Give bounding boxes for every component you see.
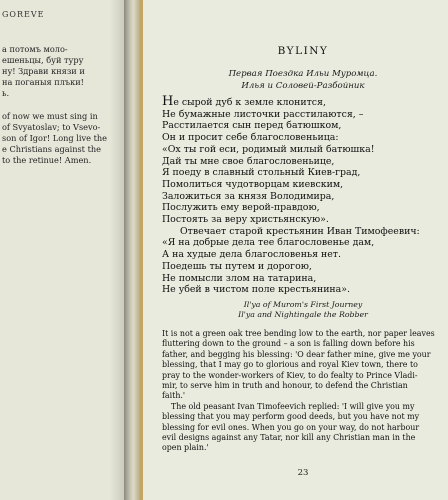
poem-line: «Я на добрые дела тее благословенье дам, — [162, 237, 375, 249]
poem-line: Не бумажные листочки расстилаются, – — [162, 108, 364, 120]
prose-line: faith.' — [162, 391, 186, 401]
russian-subtitle: Первая Поездка Ильи Муромца. — [228, 69, 378, 79]
poem-line: Послужить ему верой-правдою, — [162, 202, 320, 214]
book-gutter — [124, 0, 140, 500]
poem-line: Отвечает старой крестьянин Иван Тимофеевич: — [180, 225, 420, 237]
poem-line: Постоять за веру христьянскую». — [162, 214, 329, 226]
poem-line: Не помысли злом на татарина, — [162, 272, 317, 284]
left-line: на поганыя плъки! — [2, 77, 84, 87]
left-running-head: GOREVE — [2, 10, 45, 19]
page-number: 23 — [297, 468, 309, 478]
poem-line: Не сырой дуб к земле клонится, — [162, 94, 326, 109]
prose-line: blessing that you may perform good deeds, but you have not my — [162, 412, 420, 422]
english-subtitle: Il'ya of Murom's First Journey — [243, 300, 363, 309]
left-gap — [2, 99, 107, 111]
english-translation — [162, 329, 435, 454]
prose-line: fluttering down to the ground – a son is falling down before his — [162, 339, 415, 349]
poem-line: Дай ты мне свое благословеньице, — [162, 155, 335, 167]
poem-line: Заложиться за князя Володимира, — [162, 190, 335, 202]
prose-line: mir, to serve him in truth and honour, to defend the Christian — [162, 381, 408, 391]
poem-line: Помолиться чудотворцам киевским, — [162, 178, 344, 190]
prose-line: father, and begging his blessing: 'O dear father mine, give me your — [162, 349, 431, 359]
poem-line: Я поеду в славный стольный Киев-град, — [162, 167, 361, 179]
prose-line: blessing, that I may go to glorious and royal Kiev town, there to — [162, 360, 418, 370]
right-page — [143, 0, 448, 500]
left-line: e Christians against the — [2, 144, 101, 154]
poem-line: Он и просит себе благословеньица: — [162, 132, 339, 144]
prose-line: blessing for evil ones. When you go on your way, do not harbour — [162, 422, 420, 432]
english-subtitle: Il'ya and Nightingale the Robber — [238, 310, 368, 319]
poem-line: Поедешь ты путем и дорогою, — [162, 260, 312, 272]
prose-line: pray to the wonder-workers of Kiev, to do fealty to Prince Vladi- — [162, 370, 418, 380]
prose-line: evil designs against any Tatar, nor kill any Christian man in the — [162, 433, 416, 443]
left-line: а потомъ моло- — [2, 44, 68, 54]
poem-line: «Ох ты гой еси, родимый милый батюшка! — [162, 143, 375, 155]
left-page — [0, 0, 124, 500]
prose-line: The old peasant Ivan Timofeevich replied: 'I will give you my — [171, 401, 415, 411]
left-line: of now we must sing in — [2, 111, 98, 121]
left-page-shadow — [110, 0, 124, 500]
drop-cap: Н — [162, 94, 174, 109]
left-line: ешеньцы, буй туру — [2, 55, 84, 65]
russian-poem — [162, 96, 420, 296]
left-page-text — [2, 44, 107, 166]
section-title: BYLINY — [277, 45, 329, 57]
left-line: ь. — [2, 88, 10, 98]
left-line: ну! Здрави князи и — [2, 66, 85, 76]
left-line: to the retinue! Amen. — [2, 155, 92, 165]
russian-subtitle: Илья и Соловей-Разбойник — [241, 81, 365, 91]
left-line: of Svyatoslav; to Vsevo- — [2, 122, 101, 132]
poem-line: А на худые дела благословенья нет. — [162, 249, 341, 261]
prose-line: It is not a green oak tree bending low to the earth, nor paper leaves — [162, 329, 435, 338]
left-line: son of Igor! Long live the — [2, 133, 107, 143]
prose-line: open plain.' — [162, 443, 209, 453]
poem-line: Не убей в чистом поле крестьянина». — [162, 284, 350, 296]
poem-line: Расстилается сын перед батюшком, — [162, 120, 342, 132]
